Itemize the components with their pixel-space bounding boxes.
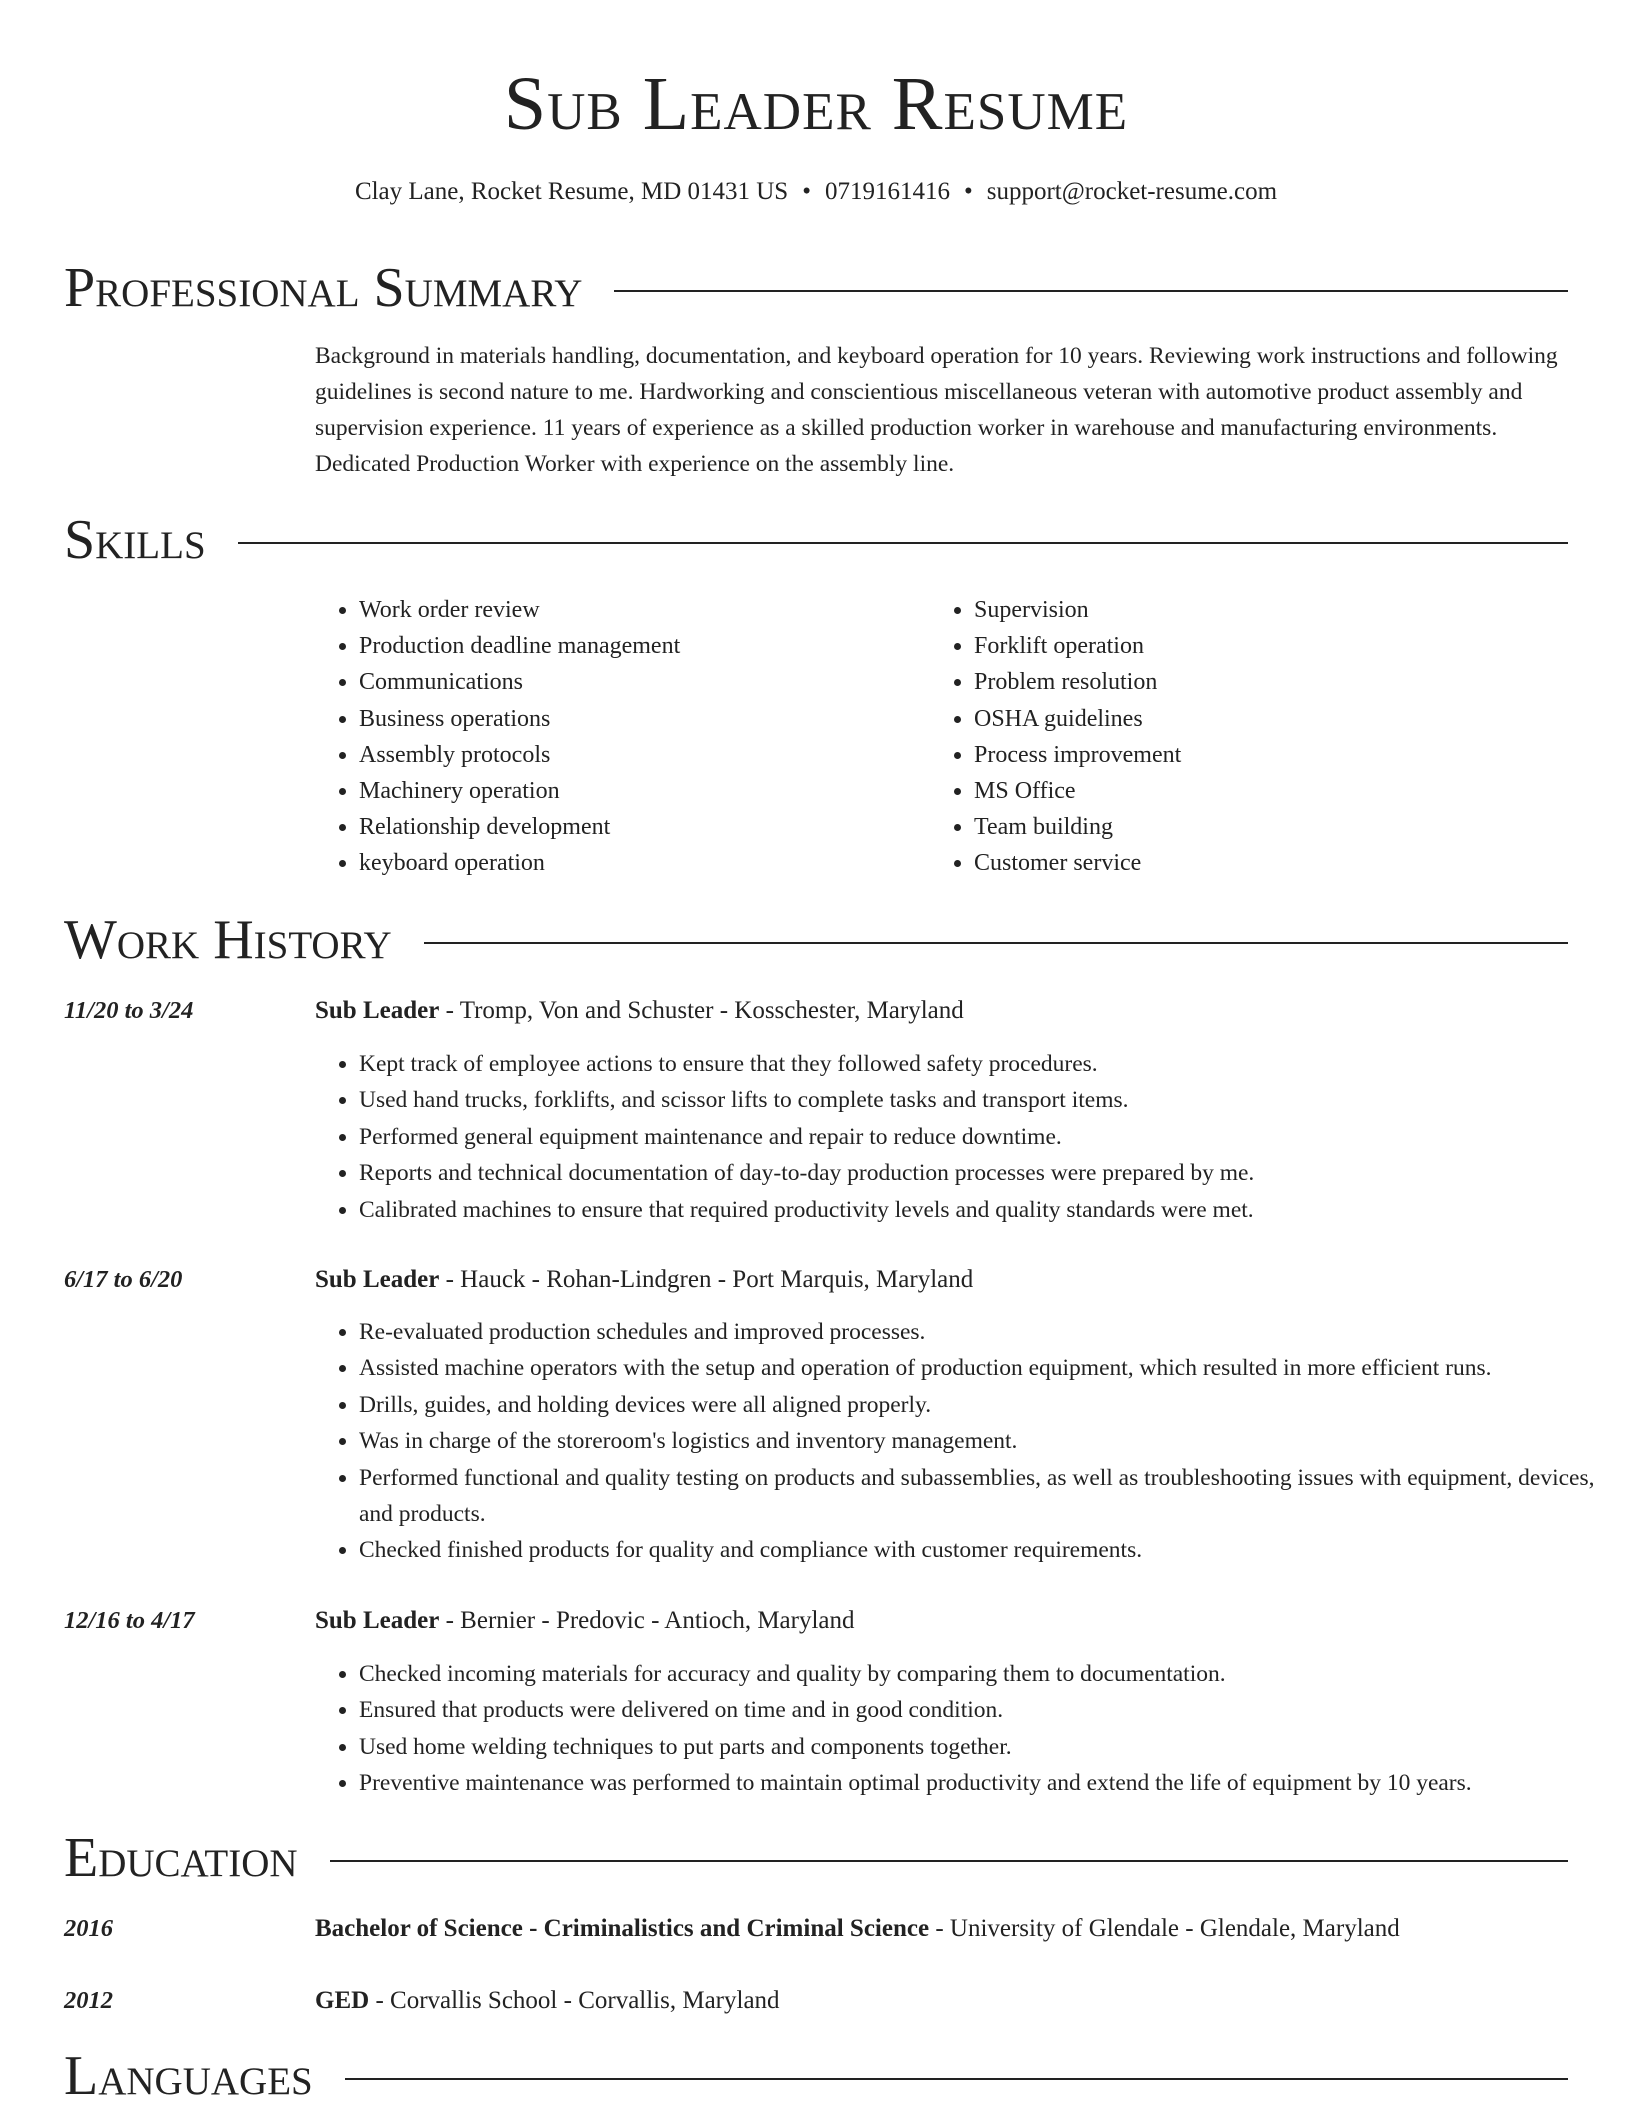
summary-text: Background in materials handling, documentation, and keyboard operation for 10 years. Reviewing work instructions and following guidelines is second nature to me. Hardworking and conscientious miscellaneous veteran with automotive product assembly and supervision experience. 11 years of experience as a skilled production worker in warehouse and manufacturing environments. Dedicated Production Worker with experience on the assembly line.	[315, 343, 1558, 477]
job-title-line	[315, 1603, 1575, 1639]
contact-email[interactable]: support@rocket-resume.com	[986, 178, 1278, 205]
job-title-line	[315, 1262, 1575, 1298]
duty-item: • Performed functional and quality testing on products and subassemblies, as well as troubleshooting issues with equipment, devices, and products.	[359, 1460, 1619, 1533]
job-dates: 6/17 to 6/20	[64, 1266, 183, 1293]
education-entry	[315, 1983, 1575, 2019]
duty-item: • Checked finished products for quality and compliance with customer requirements.	[359, 1532, 1619, 1568]
section-work-history	[64, 908, 1568, 972]
skill-item: • Customer service	[974, 845, 1534, 881]
job-title: Sub Leader	[315, 1607, 440, 1634]
education-degree: GED	[315, 1987, 370, 2014]
resume-title: Sub Leader Resume	[503, 62, 1129, 146]
skill-item: • Machinery operation	[359, 773, 919, 809]
skill-item: • Relationship development	[359, 809, 919, 845]
job-dates: 12/16 to 4/17	[64, 1607, 195, 1634]
section-heading: Professional Summary	[64, 257, 583, 319]
skill-item: • Problem resolution	[974, 664, 1534, 700]
skill-item: • Process improvement	[974, 737, 1534, 773]
section-heading: Languages	[64, 2045, 313, 2107]
job-title: Sub Leader	[315, 1266, 440, 1293]
skill-item: • Forklift operation	[974, 628, 1534, 664]
duty-item: • Kept track of employee actions to ensure that they followed safety procedures.	[359, 1046, 1619, 1082]
job-duties	[315, 1314, 1619, 1569]
section-rule	[330, 1860, 1568, 1862]
education-degree: Bachelor of Science - Criminalistics and Criminal Science	[315, 1915, 930, 1942]
section-rule	[424, 942, 1568, 944]
job-title: Sub Leader	[315, 997, 440, 1024]
section-rule	[238, 542, 1568, 544]
skills-list-right	[930, 592, 1534, 882]
skill-item: • keyboard operation	[359, 845, 919, 881]
job-details: - Hauck - Rohan-Lindgren - Port Marquis, Maryland	[439, 1266, 974, 1293]
education-year: 2016	[64, 1915, 113, 1942]
section-professional-summary	[64, 256, 1568, 320]
job-title-line	[315, 993, 1575, 1029]
section-heading: Work History	[64, 909, 392, 971]
section-education	[64, 1826, 1568, 1890]
contact-separator: •	[802, 178, 811, 205]
duty-item: • Used home welding techniques to put parts and components together.	[359, 1729, 1619, 1765]
duty-item: • Reports and technical documentation of day-to-day production processes were prepared by me.	[359, 1155, 1619, 1191]
education-details: - University of Glendale - Glendale, Maryland	[929, 1915, 1400, 1942]
section-heading: Education	[64, 1827, 298, 1889]
job-details: - Bernier - Predovic - Antioch, Maryland	[439, 1607, 855, 1634]
contact-address: Clay Lane, Rocket Resume, MD 01431 US	[354, 178, 789, 205]
duty-item: • Re-evaluated production schedules and improved processes.	[359, 1314, 1619, 1350]
contact-line	[0, 174, 1632, 210]
section-heading: Skills	[64, 509, 206, 571]
education-year: 2012	[64, 1987, 113, 2014]
duty-item: • Checked incoming materials for accuracy and quality by comparing them to documentation.	[359, 1656, 1619, 1692]
skill-item: • Production deadline management	[359, 628, 919, 664]
job-duties	[315, 1046, 1619, 1228]
skill-item: • Business operations	[359, 701, 919, 737]
section-skills	[64, 508, 1568, 572]
duty-item: • Drills, guides, and holding devices were all aligned properly.	[359, 1387, 1619, 1423]
skill-item: • OSHA guidelines	[974, 701, 1534, 737]
job-details: - Tromp, Von and Schuster - Kosschester, Maryland	[439, 997, 964, 1024]
duty-item: • Performed general equipment maintenance and repair to reduce downtime.	[359, 1119, 1619, 1155]
duty-item: • Assisted machine operators with the setup and operation of production equipment, which resulted in more efficient runs.	[359, 1350, 1619, 1386]
duty-item: • Calibrated machines to ensure that required productivity levels and quality standards were met.	[359, 1192, 1619, 1228]
education-details: - Corvallis School - Corvallis, Maryland	[369, 1987, 780, 2014]
contact-phone: 0719161416	[824, 178, 950, 205]
section-languages	[64, 2044, 1568, 2108]
skill-item: • Supervision	[974, 592, 1534, 628]
skill-item: • Assembly protocols	[359, 737, 919, 773]
job-duties	[315, 1656, 1619, 1802]
skill-item: • Team building	[974, 809, 1534, 845]
skill-item: • Communications	[359, 664, 919, 700]
education-entry	[315, 1911, 1575, 1947]
duty-item: • Used hand trucks, forklifts, and scissor lifts to complete tasks and transport items.	[359, 1082, 1619, 1118]
section-rule	[345, 2078, 1568, 2080]
duty-item: • Ensured that products were delivered on time and in good condition.	[359, 1692, 1619, 1728]
skill-item: • Work order review	[359, 592, 919, 628]
contact-separator: •	[963, 178, 973, 205]
duty-item: • Preventive maintenance was performed to maintain optimal productivity and extend the life of equipment by 10 years.	[359, 1765, 1619, 1801]
skills-list-left	[315, 592, 919, 882]
duty-item: • Was in charge of the storeroom's logistics and inventory management.	[359, 1423, 1619, 1459]
job-dates: 11/20 to 3/24	[64, 997, 194, 1024]
section-rule	[614, 290, 1568, 292]
skill-item: • MS Office	[974, 773, 1534, 809]
